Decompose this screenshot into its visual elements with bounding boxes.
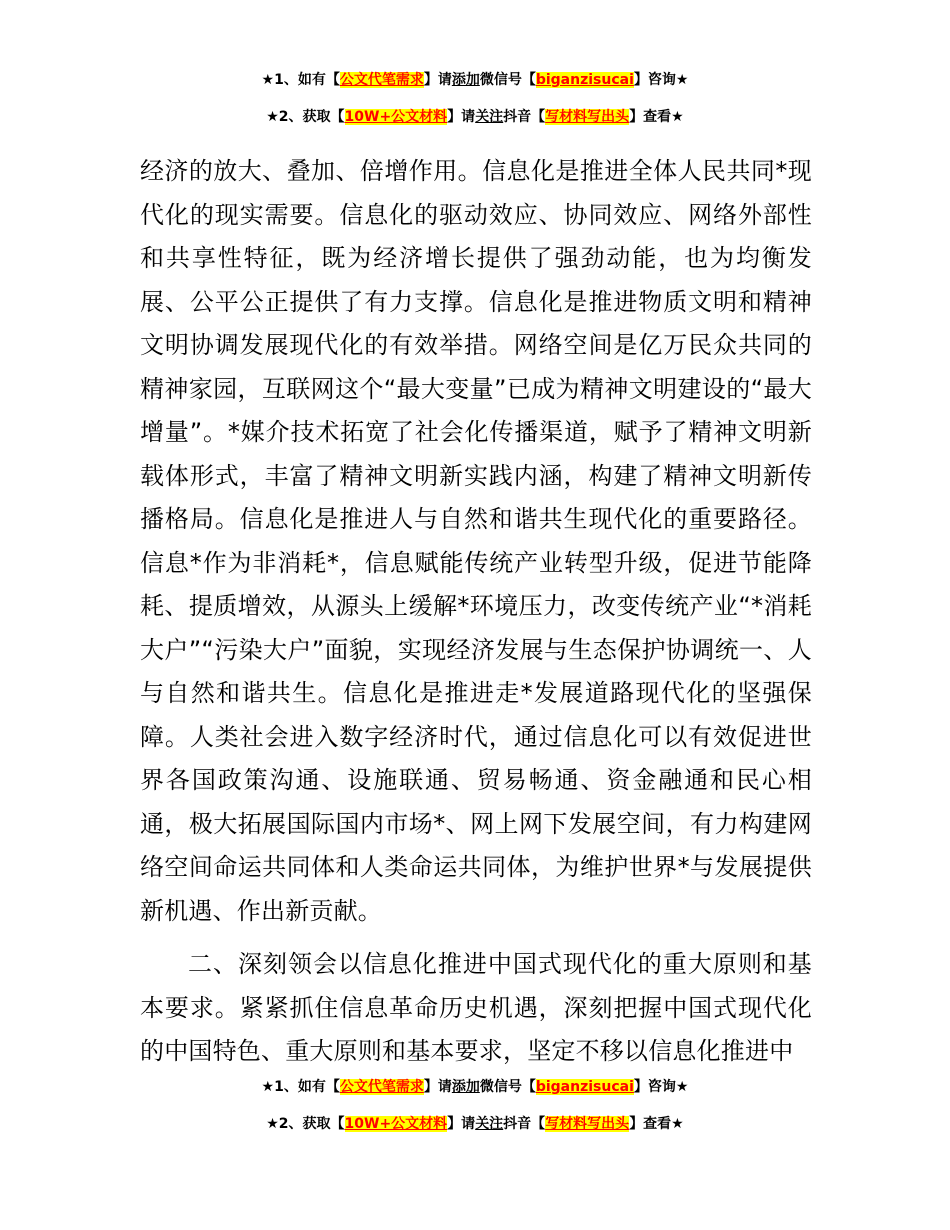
header-line1-highlight-wechat: biganzisucai: [535, 72, 634, 88]
header-line2-mid1: 】请: [447, 109, 476, 125]
footer-promo-line-1: [0, 1077, 950, 1097]
footer-line2-mid2: 抖音【: [503, 1116, 546, 1132]
footer-line1-emphasis: 添加: [451, 1079, 480, 1095]
footer-line1-prefix: ★1、如有【: [261, 1079, 340, 1095]
footer-line2-highlight-materials: 10W+公文材料: [344, 1116, 448, 1132]
header-line1-mid1: 】请: [423, 72, 452, 88]
body-paragraph-1: 经济的放大、叠加、倍增作用。信息化是推进全体人民共同*现代化的现实需要。信息化的驱动效应、协同效应、网络外部性和共享性特征，既为经济增长提供了强劲动能，也为均衡发展、公平公正提供了有力支撑。信息化是推进物质文明和精神文明协调发展现代化的有效举措。网络空间是亿万民众共同的精神家园，互联网这个“最大变量”已成为精神文明建设的“最大增量”。*媒介技术拓宽了社会化传播渠道，赋予了精神文明新载体形式，丰富了精神文明新实践内涵，构建了精神文明新传播格局。信息化是推进人与自然和谐共生现代化的重要路径。信息*作为非消耗*，信息赋能传统产业转型升级，促进节能降耗、提质增效，从源头上缓解*环境压力，改变传统产业“*消耗大户”“污染大户”面貌，实现经济发展与生态保护协调统一、人与自然和谐共生。信息化是推进走*发展道路现代化的坚强保障。人类社会进入数字经济时代，通过信息化可以有效促进世界各国政策沟通、设施联通、贸易畅通、资金融通和民心相通，极大拓展国际国内市场*、网上网下发展空间，有力构建网络空间命运共同体和人类命运共同体，为维护世界*与发展提供新机遇、作出新贡献。: [140, 157, 812, 925]
footer-line2-prefix: ★2、获取【: [266, 1116, 345, 1132]
header-line1-prefix: ★1、如有【: [261, 72, 340, 88]
header-line2-highlight-materials: 10W+公文材料: [344, 109, 448, 125]
footer-line2-emphasis: 关注: [475, 1116, 504, 1132]
header-line1-suffix: 】咨询★: [633, 72, 689, 88]
header-line2-mid2: 抖音【: [503, 109, 546, 125]
footer-line1-highlight-wechat: biganzisucai: [535, 1079, 634, 1095]
footer-line1-mid1: 】请: [423, 1079, 452, 1095]
footer-line2-suffix: 】查看★: [629, 1116, 684, 1132]
footer-line2-mid1: 】请: [447, 1116, 476, 1132]
header-promo-line-1: [0, 70, 950, 90]
header-line2-emphasis: 关注: [475, 109, 504, 125]
document-body: [140, 150, 812, 1074]
header-line2-suffix: 】查看★: [629, 109, 684, 125]
footer-line1-mid2: 微信号【: [479, 1079, 536, 1095]
body-paragraph-2: 二、深刻领会以信息化推进中国式现代化的重大原则和基本要求。紧紧抓住信息革命历史机遇，深刻把握中国式现代化的中国特色、重大原则和基本要求，坚定不移以信息化推进中: [140, 950, 812, 1065]
header-line1-mid2: 微信号【: [479, 72, 536, 88]
header-line2-prefix: ★2、获取【: [266, 109, 345, 125]
footer-line1-suffix: 】咨询★: [633, 1079, 689, 1095]
header-promo-line-2: [0, 107, 950, 127]
footer-line2-highlight-douyin: 写材料写出头: [545, 1116, 630, 1132]
footer-line1-highlight-service: 公文代笔需求: [339, 1079, 424, 1095]
header-line1-emphasis: 添加: [451, 72, 480, 88]
header-line2-highlight-douyin: 写材料写出头: [545, 109, 630, 125]
header-line1-highlight-service: 公文代笔需求: [339, 72, 424, 88]
footer-promo-line-2: [0, 1114, 950, 1134]
